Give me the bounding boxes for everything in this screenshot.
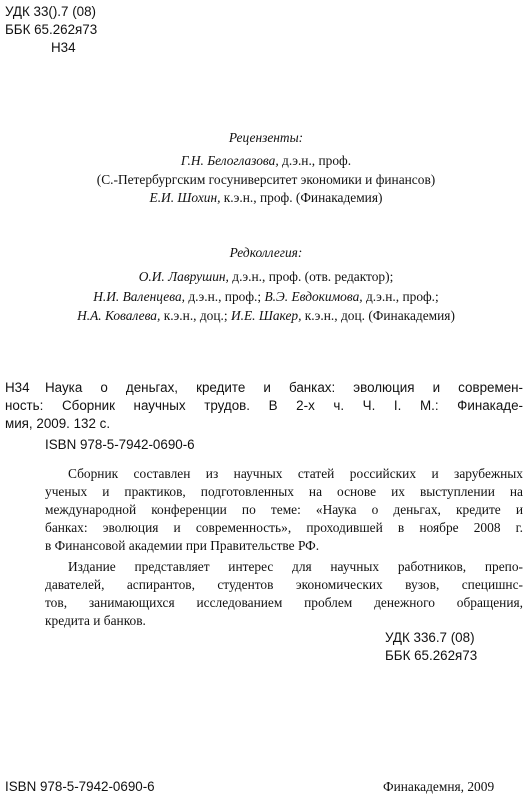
abstract-p2-line-1: Издание представляет интерес для научных работников, препо- — [68, 559, 523, 574]
board-line-2 — [0, 289, 532, 304]
editor-credentials: д.э.н., проф.; — [362, 289, 439, 304]
board-line-1 — [0, 269, 532, 284]
udk-bottom: УДК 336.7 (08) — [385, 630, 475, 645]
abstract-p1-line-2: ученых и практиков, подготовленных на основе их выступлении на — [45, 484, 523, 499]
bib-line-1: Наука о деньгах, кредите и банках: эволюция и современ- — [45, 380, 523, 395]
abstract-p1-line-3: международной конференции по теме: «Наука о деньгах, кредите и — [45, 502, 523, 517]
editor-name: Н.А. Ковалева, — [77, 308, 161, 323]
author-code-top: Н34 — [51, 40, 76, 55]
footer-isbn: ISBN 978-5-7942-0690-6 — [5, 779, 155, 794]
abstract-p2-line-4: кредита и банков. — [45, 613, 146, 628]
bib-line-3: мия, 2009. 132 с. — [5, 416, 111, 431]
reviewer-affiliation: (С.-Петербургским госуниверситет экономики и финансов) — [96, 172, 436, 187]
editor-credentials: д.э.н., проф.; — [185, 289, 265, 304]
reviewer-credentials: д.э.н., проф. — [278, 153, 352, 168]
udk-top: УДК 33().7 (08) — [5, 4, 97, 19]
bbk-bottom: ББК 65.262я73 — [385, 648, 478, 663]
abstract-p1-line-1: Сборник составлен из научных статей российских и зарубежных — [68, 466, 523, 481]
editor-credentials: д.э.н., проф. (отв. редактор); — [228, 269, 394, 284]
abstract-p1-line-5: в Финансовой академии при Правительстве РФ. — [45, 538, 320, 553]
abstract-p2-line-3: тов, занимающихся исследованием проблем денежного обращения, — [45, 595, 523, 610]
bib-line-2: ность: Сборник научных трудов. В 2-х ч. Ч. I. М.: Финакаде- — [5, 398, 523, 413]
board-line-3 — [0, 308, 532, 323]
reviewer-name: Г.Н. Белоглазова, — [180, 153, 279, 168]
editor-name: Н.И. Валенцева, — [93, 289, 185, 304]
isbn-line: ISBN 978-5-7942-0690-6 — [45, 437, 195, 452]
editor-name: В.Э. Евдокимова, — [264, 289, 363, 304]
abstract-p2-line-2: давателей, аспирантов, студентов экономических вузов, специшнс- — [45, 577, 523, 592]
footer-publisher: Финакадемня, 2009 — [383, 779, 495, 794]
reviewer-name: Е.И. Шохин, — [149, 190, 221, 205]
editor-name: О.И. Лаврушин, — [138, 269, 229, 284]
reviewers-heading: Рецензенты: — [228, 130, 304, 145]
bbk-top: ББК 65.262я73 — [5, 22, 98, 37]
editor-credentials: к.э.н., доц. (Финакадемия) — [301, 308, 455, 323]
abstract-p1-line-4: банках: эволюция и современность», проходившей в ноябре 2008 г. — [45, 520, 523, 535]
board-heading: Редколлегия: — [229, 245, 303, 260]
editor-name: И.Е. Шакер, — [230, 308, 302, 323]
reviewer-line-1 — [0, 153, 532, 168]
editor-credentials: к.э.н., доц.; — [160, 308, 231, 323]
reviewer-credentials: к.э.н., проф. (Финакадемия) — [220, 190, 383, 205]
author-code: Н34 — [5, 380, 30, 395]
reviewer-line-2 — [0, 190, 532, 205]
